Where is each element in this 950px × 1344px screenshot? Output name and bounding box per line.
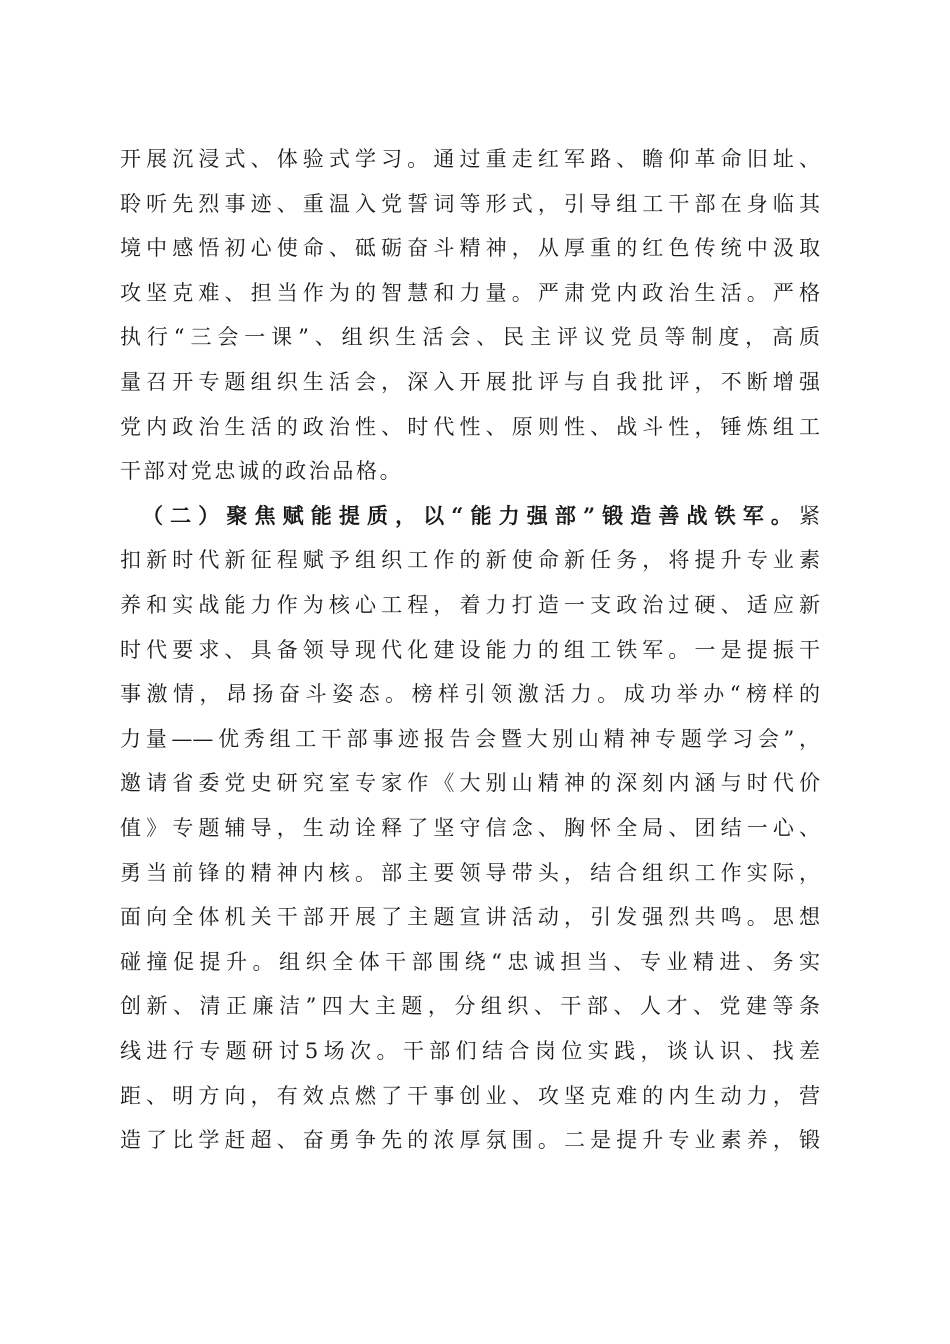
paragraph-1-line-7: 党内政治生活的政治性、时代性、原则性、战斗性，锤炼组工 — [120, 415, 820, 439]
paragraph-2-line-7: 值》专题辅导，生动诠释了坚守信念、胸怀全局、团结一心、 — [120, 816, 820, 840]
paragraph-1-line-2: 聆听先烈事迹、重温入党誓词等形式，引导组工干部在身临其 — [120, 192, 820, 216]
section-heading-line — [142, 501, 820, 531]
paragraph-1-line-4: 攻坚克难、担当作为的智慧和力量。严肃党内政治生活。严格 — [120, 281, 820, 305]
paragraph-2-line-5: 力量——优秀组工干部事迹报告会暨大别山精神专题学习会”， — [120, 727, 820, 751]
paragraph-2-line-8: 勇当前锋的精神内核。部主要领导带头，结合组织工作实际， — [120, 861, 820, 885]
paragraph-2-line-14: 造了比学赶超、奋勇争先的浓厚氛围。二是提升专业素养，锻 — [120, 1128, 820, 1152]
paragraph-1-line-6: 量召开专题组织生活会，深入开展批评与自我批评，不断增强 — [120, 370, 820, 394]
paragraph-2-line-2: 养和实战能力作为核心工程，着力打造一支政治过硬、适应新 — [120, 593, 820, 617]
paragraph-1-line-1: 开展沉浸式、体验式学习。通过重走红军路、瞻仰革命旧址、 — [120, 147, 820, 171]
paragraph-1-line-3: 境中感悟初心使命、砥砺奋斗精神，从厚重的红色传统中汲取 — [120, 236, 820, 260]
paragraph-2-line-1: 扣新时代新征程赋予组织工作的新使命新任务，将提升专业素 — [120, 548, 820, 572]
paragraph-2-line-6: 邀请省委党史研究室专家作《大别山精神的深刻内涵与时代价 — [120, 771, 820, 795]
paragraph-2-line-13: 距、明方向，有效点燃了干事创业、攻坚克难的内生动力，营 — [120, 1084, 820, 1108]
paragraph-1-line-8: 干部对党忠诚的政治品格。 — [120, 459, 404, 483]
paragraph-1-line-5: 执行“三会一课”、组织生活会、民主评议党员等制度，高质 — [120, 325, 820, 349]
paragraph-2-line-11: 创新、清正廉洁”四大主题，分组织、干部、人才、党建等条 — [120, 994, 820, 1018]
paragraph-2-line-12: 线进行专题研讨5场次。干部们结合岗位实践，谈认识、找差 — [120, 1039, 820, 1063]
paragraph-2-line-3: 时代要求、具备领导现代化建设能力的组工铁军。一是提振干 — [120, 638, 820, 662]
heading-line-continuation: 紧 — [799, 504, 820, 528]
paragraph-2-line-9: 面向全体机关干部开展了主题宣讲活动，引发强烈共鸣。思想 — [120, 905, 820, 929]
paragraph-2-line-4: 事激情，昂扬奋斗姿态。榜样引领激活力。成功举办“榜样的 — [120, 682, 820, 706]
section-heading: （二）聚焦赋能提质，以“能力强部”锻造善战铁军。 — [142, 503, 799, 528]
paragraph-2-line-10: 碰撞促提升。组织全体干部围绕“忠诚担当、专业精进、务实 — [120, 950, 820, 974]
